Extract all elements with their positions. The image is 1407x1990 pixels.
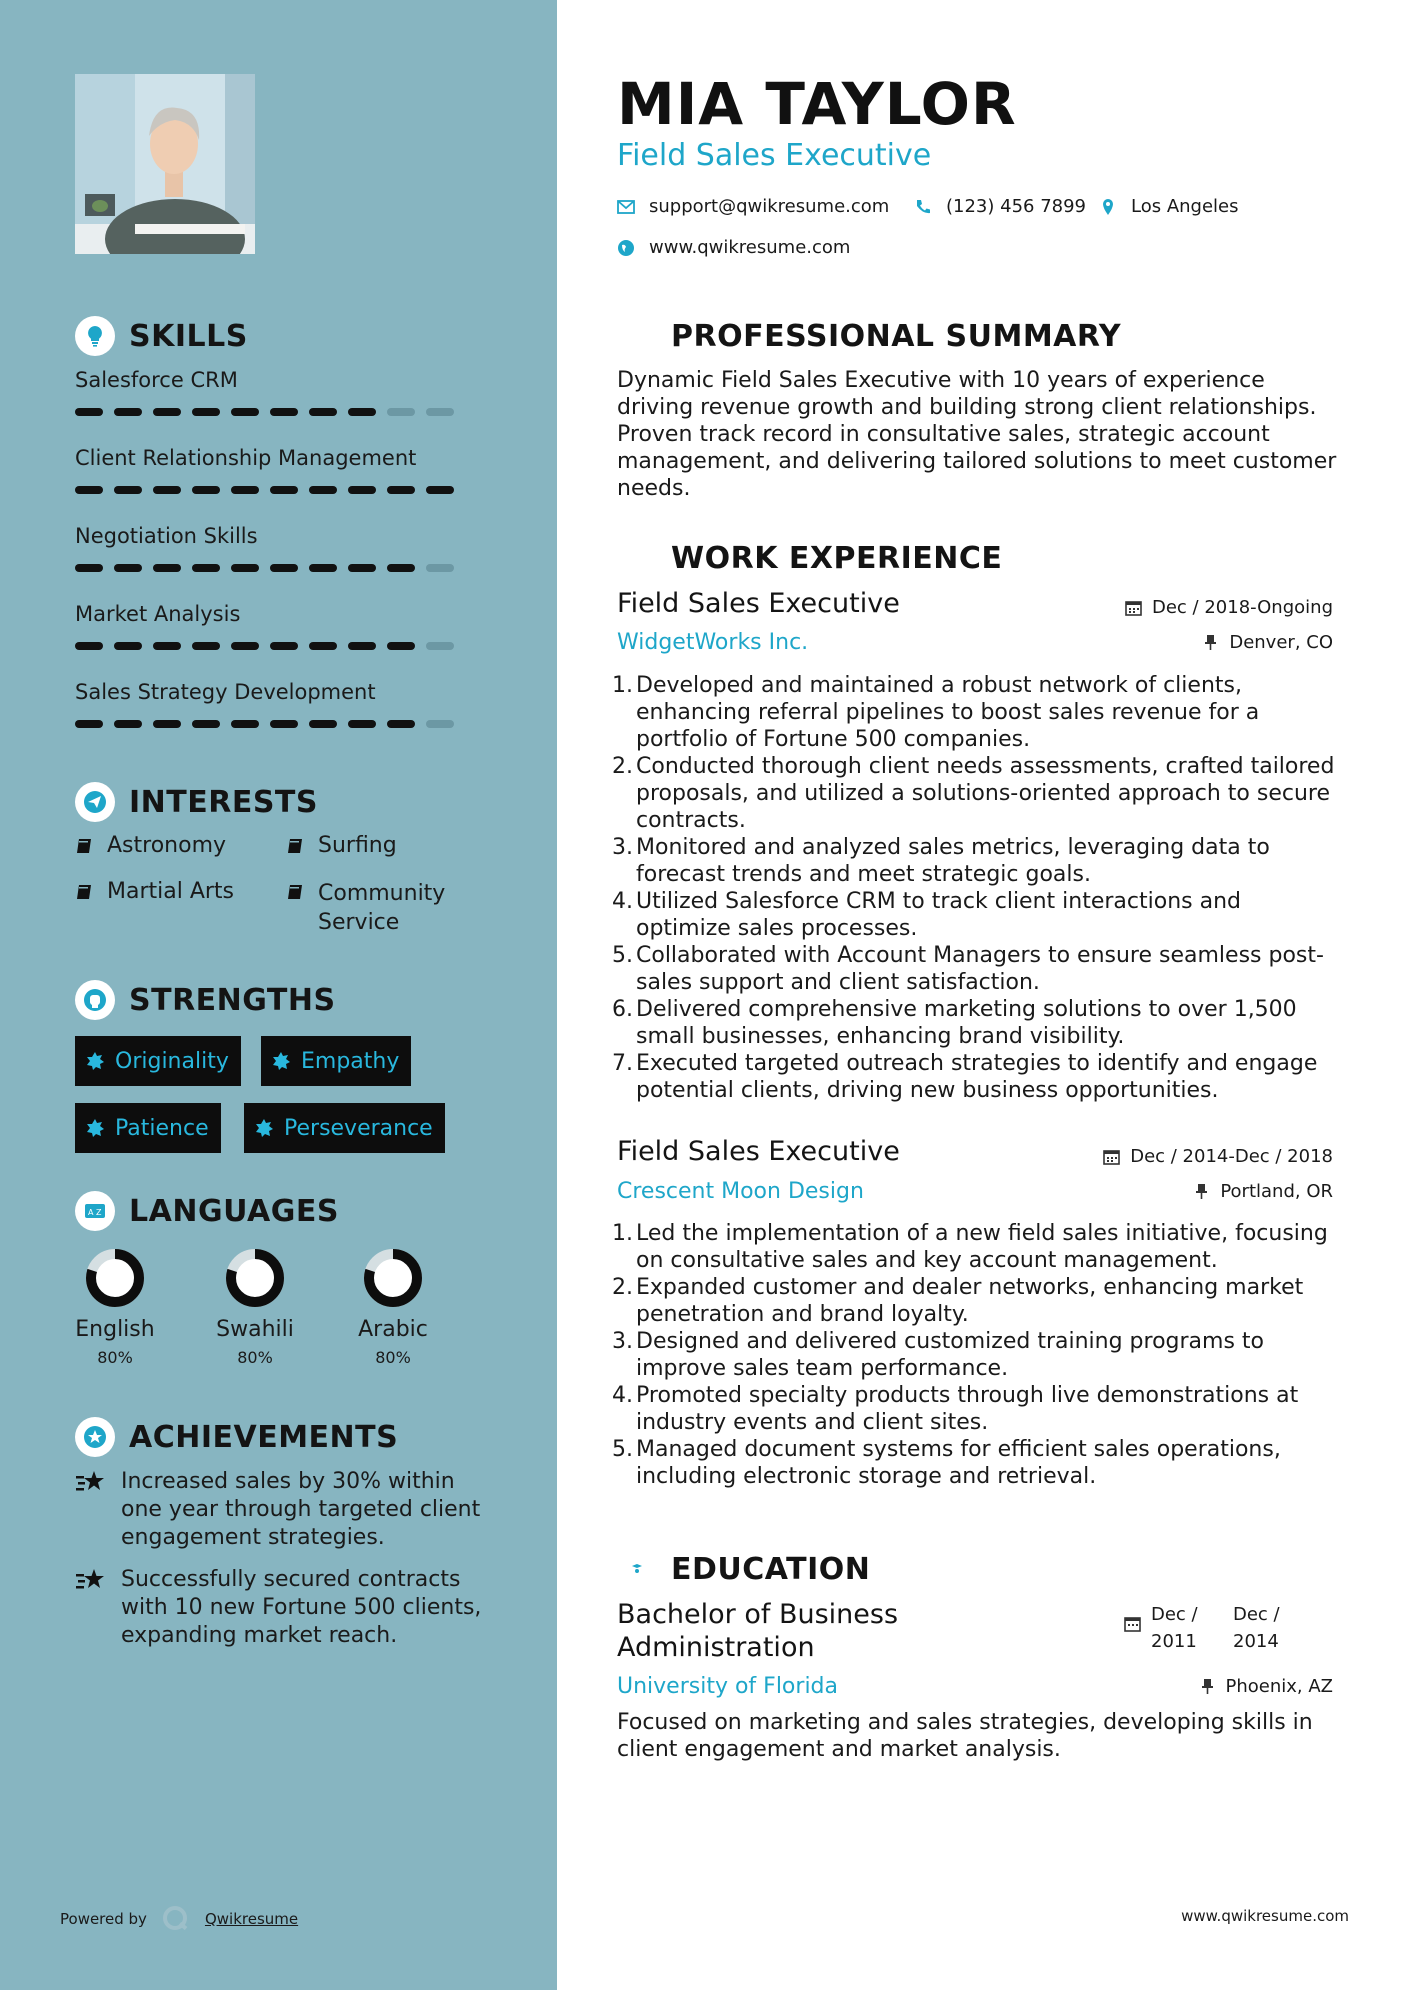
badge-icon xyxy=(85,1118,105,1138)
company-name: WidgetWorks Inc. xyxy=(617,630,809,655)
job-location-text: Denver, CO xyxy=(1229,632,1333,653)
skill-dash-filled xyxy=(153,408,181,416)
skills-title: SKILLS xyxy=(129,318,248,354)
interests-heading xyxy=(75,782,318,822)
skill-dash-filled xyxy=(270,720,298,728)
skill-dash-filled xyxy=(231,564,259,572)
calendar-icon xyxy=(1103,1148,1120,1165)
briefcase-icon xyxy=(617,538,657,578)
phone-icon xyxy=(914,198,932,216)
language-donut xyxy=(84,1247,146,1309)
skill-dash-filled xyxy=(75,564,103,572)
job-duties xyxy=(610,672,1340,1104)
skill-dash-empty xyxy=(387,408,415,416)
achievement-item xyxy=(75,1566,495,1650)
duty-item: Led the implementation of a new field sales initiative, focusing on consultative sales and key account management. xyxy=(636,1221,1328,1273)
interest-item xyxy=(75,879,234,904)
profile-photo xyxy=(75,74,255,254)
skill-dash-filled xyxy=(192,408,220,416)
skill-dash-filled xyxy=(114,408,142,416)
job-dates xyxy=(1125,597,1333,618)
shooting-star-icon xyxy=(75,1468,107,1496)
lightbulb-icon xyxy=(75,316,115,356)
education-end-date xyxy=(1233,1601,1280,1655)
job-dates xyxy=(1103,1146,1333,1167)
degree-title: Bachelor of Business Administration xyxy=(617,1599,899,1663)
skill-dash-filled xyxy=(231,486,259,494)
language-donut-hole xyxy=(97,1260,133,1296)
strength-tag xyxy=(244,1103,445,1153)
skill-dash-filled xyxy=(309,564,337,572)
duty-item: Promoted specialty products through live demonstrations at industry events and client sites. xyxy=(636,1383,1299,1435)
shooting-star-icon xyxy=(75,1566,107,1594)
skill-dash-filled xyxy=(231,720,259,728)
skill-dash-filled xyxy=(309,642,337,650)
qwikresume-logo-icon xyxy=(161,1904,191,1934)
skill-level-bar xyxy=(75,642,460,650)
languages-heading xyxy=(75,1191,339,1231)
job-duties xyxy=(610,1220,1340,1490)
job-dates-text: Dec / 2014-Dec / 2018 xyxy=(1130,1146,1333,1167)
skill-name: Sales Strategy Development xyxy=(75,680,376,704)
strength-tag xyxy=(261,1036,411,1086)
skill-item xyxy=(75,680,460,728)
skill-dash-filled xyxy=(426,486,454,494)
strength-label: Perseverance xyxy=(284,1115,433,1141)
skill-dash-filled xyxy=(192,720,220,728)
skill-dash-filled xyxy=(114,642,142,650)
skill-dash-filled xyxy=(75,408,103,416)
language-donut-hole xyxy=(237,1260,273,1296)
duty-item: Utilized Salesforce CRM to track client interactions and optimize sales processes. xyxy=(636,889,1241,941)
map-pin-icon xyxy=(1099,198,1117,216)
education-start-month: Dec / xyxy=(1151,1604,1198,1625)
duty-item: Expanded customer and dealer networks, enhancing market penetration and brand loyalty. xyxy=(636,1275,1304,1327)
strengths-heading xyxy=(75,980,336,1020)
school-name: University of Florida xyxy=(617,1674,838,1699)
skill-dash-filled xyxy=(348,408,376,416)
pushpin-icon xyxy=(1202,634,1219,651)
interest-label: Community Service xyxy=(318,881,446,935)
globe-icon xyxy=(617,239,635,257)
languages-title: LANGUAGES xyxy=(129,1193,339,1229)
skill-dash-filled xyxy=(387,486,415,494)
achievements-heading xyxy=(75,1417,398,1457)
skill-item xyxy=(75,602,460,650)
language-item xyxy=(200,1247,310,1367)
education-description: Focused on marketing and sales strategies, developing skills in client engagement and market analysis. xyxy=(617,1710,1313,1762)
language-item xyxy=(60,1247,170,1367)
star-icon xyxy=(75,1417,115,1457)
badge-icon xyxy=(271,1051,291,1071)
language-name: Swahili xyxy=(216,1317,294,1342)
book-icon xyxy=(75,883,95,903)
email-text[interactable]: support@qwikresume.com xyxy=(649,196,890,217)
skill-dash-filled xyxy=(114,486,142,494)
interest-item xyxy=(286,833,397,858)
interest-label: Astronomy xyxy=(107,833,227,858)
skill-name: Client Relationship Management xyxy=(75,446,417,470)
summary-title: PROFESSIONAL SUMMARY xyxy=(671,318,1122,354)
duty-item: Collaborated with Account Managers to ensure seamless post-sales support and client satisfaction. xyxy=(636,943,1324,995)
achievement-text: Successfully secured contracts with 10 new Fortune 500 clients, expanding market reach. xyxy=(121,1567,482,1648)
skill-dash-filled xyxy=(231,408,259,416)
language-percent: 80% xyxy=(97,1348,133,1367)
skill-dash-filled xyxy=(75,486,103,494)
skill-dash-filled xyxy=(309,408,337,416)
badge-icon xyxy=(254,1118,274,1138)
phone-text[interactable]: (123) 456 7899 xyxy=(946,196,1087,217)
duty-item: Executed targeted outreach strategies to identify and engage potential clients, driving new business opportunities. xyxy=(636,1051,1318,1103)
job-location xyxy=(1193,1181,1333,1202)
strengths-title: STRENGTHS xyxy=(129,982,336,1018)
fist-icon xyxy=(75,980,115,1020)
skill-dash-filled xyxy=(348,564,376,572)
language-donut xyxy=(224,1247,286,1309)
skill-dash-filled xyxy=(270,642,298,650)
language-name: English xyxy=(75,1317,155,1342)
skill-dash-filled xyxy=(270,408,298,416)
skill-name: Negotiation Skills xyxy=(75,524,258,548)
book-icon xyxy=(75,837,95,857)
svg-text:A: A xyxy=(88,1208,94,1217)
skill-dash-filled xyxy=(309,720,337,728)
strength-tag xyxy=(75,1103,221,1153)
skill-level-bar xyxy=(75,720,460,728)
skill-dash-filled xyxy=(153,642,181,650)
pushpin-icon xyxy=(1193,1183,1210,1200)
achievement-text: Increased sales by 30% within one year through targeted client engagement strategies. xyxy=(121,1469,481,1550)
interest-item xyxy=(286,879,476,937)
education-dates xyxy=(1124,1601,1280,1655)
skill-dash-filled xyxy=(270,486,298,494)
pushpin-icon xyxy=(1199,1678,1216,1695)
calendar-icon xyxy=(1124,1615,1141,1632)
skill-dash-filled xyxy=(231,642,259,650)
education-location-text: Phoenix, AZ xyxy=(1225,1676,1333,1697)
duty-item: Managed document systems for efficient sales operations, including electronic storage and retrieval. xyxy=(636,1437,1281,1489)
job-location xyxy=(1202,632,1333,653)
skill-dash-empty xyxy=(426,564,454,572)
email-contact xyxy=(617,196,889,217)
interests-title: INTERESTS xyxy=(129,784,318,820)
candidate-title: Field Sales Executive xyxy=(617,138,932,173)
location-contact xyxy=(1099,196,1239,217)
skill-level-bar xyxy=(75,408,460,416)
paper-plane-icon xyxy=(75,782,115,822)
skill-dash-filled xyxy=(387,720,415,728)
skill-dash-filled xyxy=(348,642,376,650)
experience-title: WORK EXPERIENCE xyxy=(671,540,1003,576)
skill-dash-filled xyxy=(270,564,298,572)
skill-dash-filled xyxy=(114,720,142,728)
candidate-name: MIA TAYLOR xyxy=(617,70,1017,138)
skill-dash-filled xyxy=(309,486,337,494)
duty-item: Conducted thorough client needs assessments, crafted tailored proposals, and utilized a solutions-oriented approach to secure contracts. xyxy=(636,754,1335,833)
envelope-icon xyxy=(617,198,635,216)
language-name: Arabic xyxy=(358,1317,428,1342)
skill-dash-empty xyxy=(426,642,454,650)
education-end-year: 2014 xyxy=(1233,1631,1279,1652)
language-donut-hole xyxy=(375,1260,411,1296)
skill-dash-empty xyxy=(426,408,454,416)
skill-item xyxy=(75,524,460,572)
summary-heading xyxy=(617,316,1121,356)
skill-dash-empty xyxy=(426,720,454,728)
skill-dash-filled xyxy=(387,642,415,650)
skill-dash-filled xyxy=(192,564,220,572)
qwikresume-link[interactable]: Qwikresume xyxy=(204,1910,299,1928)
location-text: Los Angeles xyxy=(1131,196,1239,217)
powered-by xyxy=(60,1904,298,1934)
svg-text:Z: Z xyxy=(96,1208,102,1217)
interest-item xyxy=(75,833,226,858)
job-location-text: Portland, OR xyxy=(1220,1181,1333,1202)
skills-heading xyxy=(75,316,248,356)
powered-by-label: Powered by xyxy=(60,1910,147,1928)
skill-dash-filled xyxy=(153,486,181,494)
achievements-title: ACHIEVEMENTS xyxy=(129,1419,399,1455)
calendar-icon xyxy=(1125,599,1142,616)
skill-dash-filled xyxy=(348,720,376,728)
education-title: EDUCATION xyxy=(671,1551,871,1587)
strength-label: Originality xyxy=(115,1048,229,1074)
website-text[interactable]: www.qwikresume.com xyxy=(649,237,851,258)
skill-dash-filled xyxy=(75,720,103,728)
skill-dash-filled xyxy=(153,720,181,728)
duty-item: Developed and maintained a robust network of clients, enhancing referral pipelines to boost sales revenue for a portfolio of Fortune 500 companies. xyxy=(636,673,1260,752)
language-icon xyxy=(75,1191,115,1231)
education-start-year: 2011 xyxy=(1151,1631,1197,1652)
education-location xyxy=(1199,1676,1334,1697)
education-start-date xyxy=(1151,1601,1223,1655)
duty-item: Monitored and analyzed sales metrics, leveraging data to forecast trends and meet strategic goals. xyxy=(636,835,1270,887)
strength-label: Empathy xyxy=(301,1048,400,1074)
language-item xyxy=(338,1247,448,1367)
job-dates-text: Dec / 2018-Ongoing xyxy=(1152,597,1333,618)
book-icon xyxy=(286,837,306,857)
interest-label: Surfing xyxy=(318,833,397,858)
strength-label: Patience xyxy=(115,1115,209,1141)
strength-tag xyxy=(75,1036,241,1086)
book-icon xyxy=(286,883,306,903)
language-percent: 80% xyxy=(375,1348,411,1367)
skill-level-bar xyxy=(75,486,460,494)
skill-dash-filled xyxy=(387,564,415,572)
skill-dash-filled xyxy=(114,564,142,572)
education-end-month: Dec / xyxy=(1233,1604,1280,1625)
duty-item: Designed and delivered customized training programs to improve sales team performance. xyxy=(636,1329,1265,1381)
duty-item: Delivered comprehensive marketing solutions to over 1,500 small businesses, enhancing brand visibility. xyxy=(636,997,1297,1049)
phone-contact xyxy=(914,196,1086,217)
skill-item xyxy=(75,368,460,416)
skill-dash-filled xyxy=(153,564,181,572)
skill-name: Market Analysis xyxy=(75,602,241,626)
user-icon xyxy=(617,316,657,356)
skill-item xyxy=(75,446,460,494)
skill-dash-filled xyxy=(192,486,220,494)
skill-level-bar xyxy=(75,564,460,572)
skill-dash-filled xyxy=(192,642,220,650)
company-name: Crescent Moon Design xyxy=(617,1179,864,1204)
footer-url[interactable]: www.qwikresume.com xyxy=(1181,1907,1349,1925)
sidebar xyxy=(0,0,557,1990)
summary-text: Dynamic Field Sales Executive with 10 years of experience driving revenue growth and building strong client relationships. Proven track record in consultative sales, strategic account management, and delivering tailored solutions to meet customer needs. xyxy=(617,368,1337,501)
skill-name: Salesforce CRM xyxy=(75,368,238,392)
interest-label: Martial Arts xyxy=(107,879,235,904)
job-title: Field Sales Executive xyxy=(617,1136,900,1167)
language-percent: 80% xyxy=(237,1348,273,1367)
skill-dash-filled xyxy=(75,642,103,650)
language-donut xyxy=(362,1247,424,1309)
education-heading xyxy=(617,1549,870,1589)
job-title: Field Sales Executive xyxy=(617,588,900,619)
experience-heading xyxy=(617,538,1002,578)
skill-dash-filled xyxy=(348,486,376,494)
graduate-icon xyxy=(617,1549,657,1589)
website-contact xyxy=(617,237,850,258)
achievement-item xyxy=(75,1468,495,1552)
badge-icon xyxy=(85,1051,105,1071)
